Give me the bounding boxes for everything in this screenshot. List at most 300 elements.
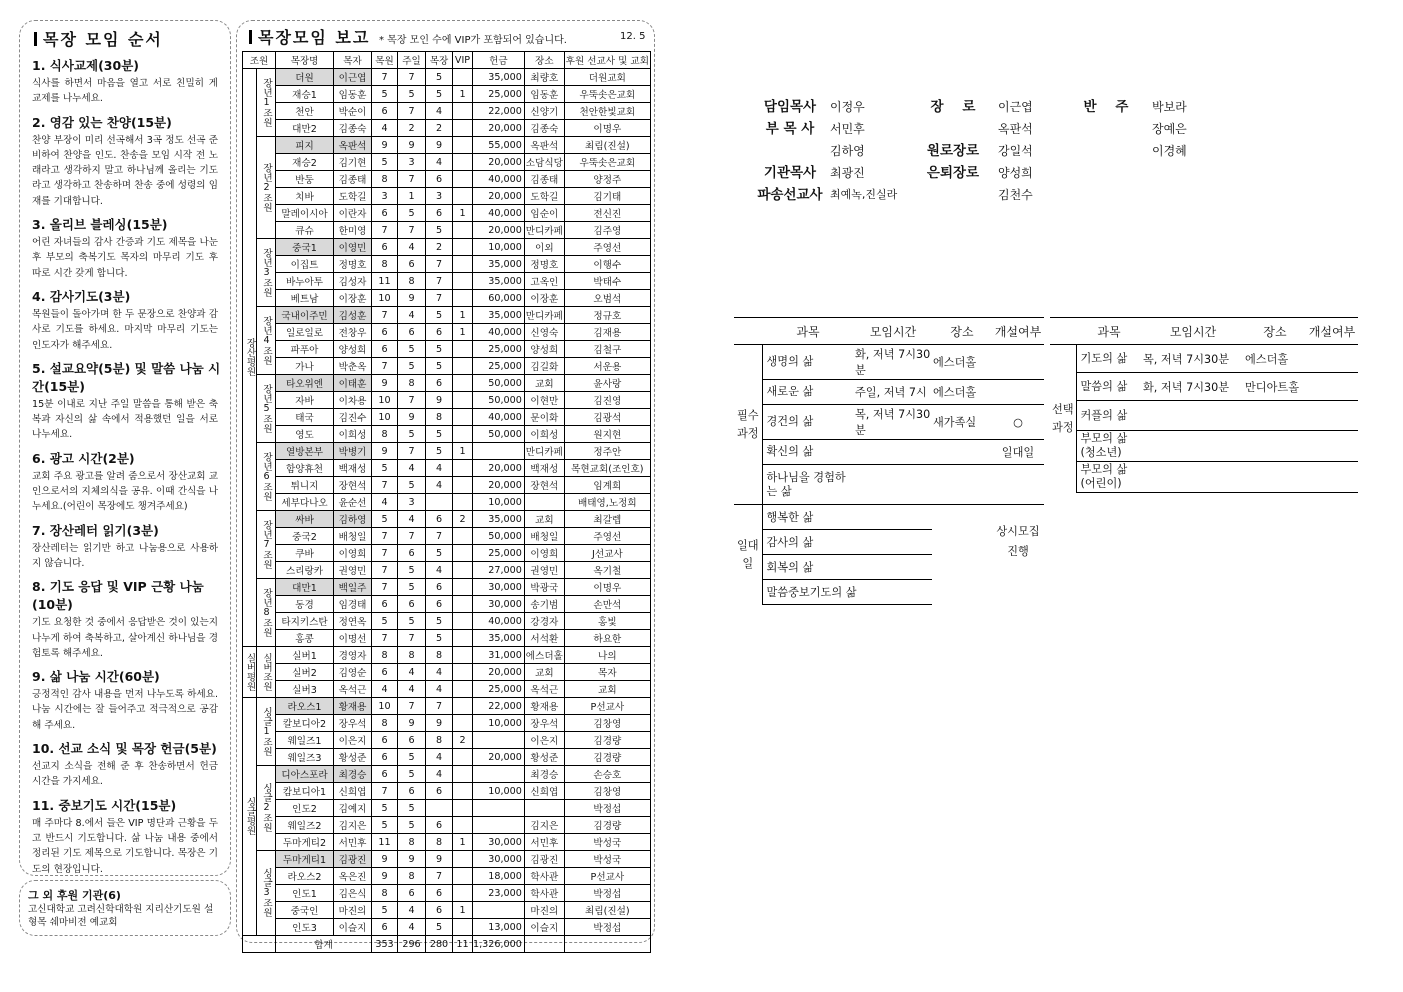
leader-role: 담임목사 (763, 99, 817, 115)
leader-role: 파송선교사 (757, 187, 823, 203)
table-cell: 4 (372, 494, 398, 511)
leader-name: 김하영 (334, 511, 372, 528)
total-blank (524, 936, 564, 953)
table-cell (453, 613, 473, 630)
leader-name: 김진수 (334, 409, 372, 426)
table-cell: 서민후 (524, 834, 564, 851)
leader-name: 김지은 (334, 817, 372, 834)
group-label: 장년1조원 (257, 69, 276, 137)
order-item (28, 449, 222, 515)
table-row (243, 902, 651, 919)
table-row (243, 307, 651, 324)
meeting-order-title: 목장 모임 순서 (34, 27, 222, 50)
table-row (243, 596, 651, 613)
leader-name: 배청일 (334, 528, 372, 545)
table-cell: 9 (426, 392, 453, 409)
order-item-text: 찬양 부장이 미리 선곡해서 3곡 정도 선곡 준비하여 찬양을 인도. 찬송을 모임 시작 전 노래라고 생각하지 말고 하나님께 올리는 기도라고 생각하고 찬송하며 찬송 중에 성령의 임재를 기대합니다. (32, 134, 218, 207)
table-row (243, 341, 651, 358)
leader-role (1060, 118, 1152, 140)
order-item-text: 15분 이내로 지난 주일 말씀을 통해 받은 축복과 자신의 삶 속에서 적용했던 일을 서로 나누세요. (32, 398, 218, 441)
table-row (243, 817, 651, 834)
table-cell: 3 (398, 494, 426, 511)
course-open (1306, 431, 1358, 462)
leader-name: 이슬지 (334, 919, 372, 936)
total-row (243, 936, 651, 953)
leader-role (1060, 140, 1152, 162)
course-row (734, 505, 1044, 530)
table-cell: 10,000 (473, 239, 525, 256)
table-cell: 김종숙 (524, 120, 564, 137)
group-name: 열방본부 (276, 443, 334, 460)
table-cell: 교회 (524, 511, 564, 528)
table-cell (426, 800, 453, 817)
leader-name: 이근엽 (998, 100, 1033, 114)
table-row (243, 477, 651, 494)
table-cell: 6 (372, 103, 398, 120)
table-cell: 30,000 (473, 579, 525, 596)
table-cell: 22,000 (473, 698, 525, 715)
report-table (242, 51, 651, 953)
table-cell: 8 (426, 409, 453, 426)
group-name: 재승2 (276, 154, 334, 171)
report-note: * 목장 모인 수에 VIP가 포함되어 있습니다. (379, 35, 567, 46)
table-cell: 김창영 (564, 783, 650, 800)
report-date: 12. 5 (620, 31, 646, 42)
total-value: 353 (372, 936, 398, 953)
leader-role: 장 로 (930, 99, 976, 115)
table-cell: 1 (453, 307, 473, 324)
group-name: 라오스1 (276, 698, 334, 715)
table-row (243, 154, 651, 171)
leader-name: 임동훈 (334, 86, 372, 103)
table-row (243, 443, 651, 460)
order-item-text: 기도 요청한 것 중에서 응답받은 것이 있는지 나누게 하여 축복하고, 살아계신 하나님을 경험토록 해주세요. (32, 617, 218, 659)
table-cell: 옥기철 (564, 562, 650, 579)
table-cell: 9 (426, 137, 453, 154)
group-name: 일로일로 (276, 324, 334, 341)
table-cell: 50,000 (473, 528, 525, 545)
order-item-heading: 6. 광고 시간(2분) (32, 450, 135, 466)
group-label: 장년2조원 (257, 137, 276, 239)
table-cell (453, 698, 473, 715)
leader-row (908, 162, 1048, 184)
table-cell: 6 (426, 902, 453, 919)
table-cell: 6 (426, 596, 453, 613)
table-cell: 5 (398, 749, 426, 766)
table-cell: 50,000 (473, 375, 525, 392)
table-cell: 김경량 (564, 732, 650, 749)
col-header: VIP (453, 52, 473, 69)
table-cell: 1 (453, 902, 473, 919)
total-blank (243, 936, 276, 953)
group-name: 실버3 (276, 681, 334, 698)
leader-name: 임경태 (334, 596, 372, 613)
table-row (243, 375, 651, 392)
col-header: 목자 (334, 52, 372, 69)
table-cell: 5 (372, 154, 398, 171)
table-cell: 목자 (564, 664, 650, 681)
group-name: 대만2 (276, 120, 334, 137)
meeting-order-list (28, 56, 222, 877)
course-header: 모임시간 (854, 318, 932, 345)
table-cell (453, 596, 473, 613)
table-cell: 55,000 (473, 137, 525, 154)
table-cell (453, 120, 473, 137)
leader-name: 경영자 (334, 647, 372, 664)
table-cell: 주영선 (564, 528, 650, 545)
table-cell: 최림(진설) (564, 902, 650, 919)
table-cell: 1 (453, 834, 473, 851)
table-cell: 5 (426, 443, 453, 460)
table-cell: 7 (426, 698, 453, 715)
leader-row (750, 184, 910, 206)
total-blank (564, 936, 650, 953)
leader-name: 옥은진 (334, 868, 372, 885)
table-cell: 8 (372, 715, 398, 732)
leader-name: 이란자 (334, 205, 372, 222)
table-row (243, 766, 651, 783)
table-row (243, 239, 651, 256)
table-cell: 2 (426, 239, 453, 256)
group-name: 중국인 (276, 902, 334, 919)
table-cell: 7 (398, 630, 426, 647)
table-cell: 8 (398, 834, 426, 851)
table-cell: 4 (398, 919, 426, 936)
group-label: 실버조원 (257, 647, 276, 698)
table-cell: 4 (426, 154, 453, 171)
table-cell (453, 817, 473, 834)
table-cell: 4 (398, 681, 426, 698)
leader-name: 이경혜 (1152, 144, 1187, 158)
group-name: 피지 (276, 137, 334, 154)
course-name: 부모의 삶 (청소년) (1076, 431, 1142, 462)
leader-name: 이장훈 (334, 290, 372, 307)
table-cell: 이행수 (564, 256, 650, 273)
table-row (243, 171, 651, 188)
table-cell: 임계희 (564, 477, 650, 494)
leader-role: 부 목 사 (765, 121, 815, 137)
table-cell: 50,000 (473, 392, 525, 409)
course-category: 필수과정 (734, 345, 762, 505)
col-header: 목원 (372, 52, 398, 69)
table-cell: 배태영,노정희 (564, 494, 650, 511)
order-item-text: 선교지 소식을 전해 준 후 찬송하면서 헌금 시간을 가지세요. (32, 761, 218, 788)
table-cell: 4 (426, 766, 453, 783)
course-place: 에스더홀 (1244, 345, 1306, 373)
meeting-order-panel (19, 20, 231, 876)
order-item-text: 어린 자녀들의 감사 간증과 기도 제목을 나눈 후 부모의 축복기도 목자의 마무리 기도 후 따로 시간 갖게 합니다. (32, 237, 218, 279)
course-header: 과목 (1076, 318, 1142, 345)
table-cell: 23,000 (473, 885, 525, 902)
table-cell: 최량호 (524, 69, 564, 86)
table-row (243, 715, 651, 732)
table-cell (453, 528, 473, 545)
table-cell: 배청일 (524, 528, 564, 545)
table-cell: 이명우 (564, 579, 650, 596)
table-cell: 5 (398, 341, 426, 358)
table-cell: 35,000 (473, 256, 525, 273)
table-cell: 6 (398, 732, 426, 749)
table-cell (453, 681, 473, 698)
table-cell (453, 239, 473, 256)
table-cell: 4 (426, 664, 453, 681)
table-cell: 박성국 (564, 834, 650, 851)
table-cell: 25,000 (473, 545, 525, 562)
course-name: 기도의 삶 (1076, 345, 1142, 373)
table-cell: 4 (398, 239, 426, 256)
course-place (932, 465, 992, 505)
leader-row (750, 162, 910, 184)
table-cell: 8 (398, 273, 426, 290)
table-cell: 20,000 (473, 188, 525, 205)
table-cell: 50,000 (473, 426, 525, 443)
course-open (992, 465, 1044, 505)
leader-row (750, 118, 910, 140)
table-row (243, 545, 651, 562)
table-cell: 6 (426, 375, 453, 392)
table-cell: 이은지 (524, 732, 564, 749)
table-cell: 목현교회(조인호) (564, 460, 650, 477)
table-cell (453, 358, 473, 375)
table-row (243, 409, 651, 426)
course-time (854, 440, 932, 465)
group-name: 파푸아 (276, 341, 334, 358)
table-cell: 10,000 (473, 494, 525, 511)
table-cell: 7 (372, 579, 398, 596)
leader-role (908, 118, 998, 140)
table-cell: P선교사 (564, 868, 650, 885)
leaders-column-1 (750, 96, 910, 206)
table-cell: 이장훈 (524, 290, 564, 307)
table-cell: 6 (372, 919, 398, 936)
table-cell (453, 69, 473, 86)
group-name: 타오위엔 (276, 375, 334, 392)
table-cell: 40,000 (473, 171, 525, 188)
table-cell: 5 (372, 511, 398, 528)
leader-name: 김예지 (334, 800, 372, 817)
table-cell (453, 766, 473, 783)
table-cell (453, 885, 473, 902)
leader-name: 신희엽 (334, 783, 372, 800)
table-row (243, 120, 651, 137)
table-row (243, 511, 651, 528)
table-cell: 김주영 (564, 222, 650, 239)
table-row (243, 698, 651, 715)
course-header: 개설여부 (1306, 318, 1358, 345)
table-cell: 20,000 (473, 477, 525, 494)
table-cell: 5 (426, 630, 453, 647)
order-item-heading: 3. 올리브 블레싱(15분) (32, 217, 168, 233)
table-cell: 2 (398, 120, 426, 137)
table-cell: 4 (398, 307, 426, 324)
group-name: 국내이주민 (276, 307, 334, 324)
order-item-heading: 2. 영감 있는 찬양(15분) (32, 114, 172, 130)
table-row (243, 851, 651, 868)
order-item (28, 521, 222, 572)
table-cell: 6 (372, 341, 398, 358)
order-item-text: 장산레터는 읽기만 하고 나눔용으로 사용하지 않습니다. (32, 542, 218, 569)
table-cell: 5 (398, 86, 426, 103)
table-cell: 김길화 (524, 358, 564, 375)
table-row (243, 613, 651, 630)
group-label: 장년5조원 (257, 375, 276, 443)
leader-name: 박보라 (1152, 100, 1187, 114)
group-name: 치바 (276, 188, 334, 205)
group-label: 싱글2조원 (257, 766, 276, 851)
leader-row (1060, 140, 1200, 162)
table-cell: 8 (398, 647, 426, 664)
table-cell: 6 (372, 239, 398, 256)
table-cell: 6 (426, 511, 453, 528)
table-cell: 7 (426, 256, 453, 273)
leader-name: 양성희 (334, 341, 372, 358)
table-cell: 이희성 (524, 426, 564, 443)
table-cell: 백재성 (524, 460, 564, 477)
group-name: 더원 (276, 69, 334, 86)
table-cell: 6 (398, 783, 426, 800)
table-row (243, 205, 651, 222)
course-time (854, 465, 932, 505)
table-cell: 1 (453, 443, 473, 460)
group-name: 웨일즈1 (276, 732, 334, 749)
group-name: 인도1 (276, 885, 334, 902)
table-row (243, 579, 651, 596)
table-cell: 35,000 (473, 630, 525, 647)
table-cell: 40,000 (473, 613, 525, 630)
table-cell (473, 443, 525, 460)
group-name: 웨일즈3 (276, 749, 334, 766)
table-cell: 김기태 (564, 188, 650, 205)
table-cell: 8 (372, 647, 398, 664)
course-place: 에스더홀 (932, 345, 992, 380)
table-cell (473, 800, 525, 817)
table-cell (453, 460, 473, 477)
table-row (243, 528, 651, 545)
table-cell: 3 (426, 188, 453, 205)
leader-name: 김종태 (334, 171, 372, 188)
table-cell: 7 (398, 103, 426, 120)
table-row (243, 800, 651, 817)
table-cell (453, 341, 473, 358)
table-cell: 10 (372, 392, 398, 409)
table-cell: 옥석근 (524, 681, 564, 698)
total-value: 296 (398, 936, 426, 953)
table-cell: 서운용 (564, 358, 650, 375)
table-cell (453, 256, 473, 273)
table-cell (453, 647, 473, 664)
table-cell: 7 (398, 698, 426, 715)
leader-name: 김성훈 (334, 307, 372, 324)
table-cell: 6 (398, 545, 426, 562)
table-cell: 서석환 (524, 630, 564, 647)
table-cell (453, 749, 473, 766)
table-cell: 최경승 (524, 766, 564, 783)
course-place (1244, 401, 1306, 431)
table-cell (453, 103, 473, 120)
table-cell: 김철구 (564, 341, 650, 358)
table-cell: 5 (398, 358, 426, 375)
table-cell (473, 817, 525, 834)
order-item-text: 목원들이 돌아가며 한 두 문장으로 찬양과 감사로 기도를 하세요. 마지막 마무리 기도는 인도자가 해주세요. (32, 308, 218, 351)
table-cell: 임동훈 (524, 86, 564, 103)
table-cell: 7 (372, 477, 398, 494)
order-item-heading: 5. 설교요약(5분) 및 말씀 나눔 시간(15분) (32, 360, 221, 394)
table-cell: 6 (372, 596, 398, 613)
table-row (243, 358, 651, 375)
table-cell (473, 766, 525, 783)
course-row (1050, 373, 1358, 401)
leader-role (908, 184, 998, 206)
table-cell: 31,000 (473, 647, 525, 664)
table-cell: 4 (398, 460, 426, 477)
col-header: 목장 (426, 52, 453, 69)
group-name: 실버1 (276, 647, 334, 664)
table-cell: 9 (426, 851, 453, 868)
table-cell: 8 (426, 732, 453, 749)
table-row (243, 919, 651, 936)
table-cell: 7 (398, 69, 426, 86)
table-cell: 35,000 (473, 307, 525, 324)
table-cell (453, 426, 473, 443)
table-cell: 장현석 (524, 477, 564, 494)
leader-row (1060, 118, 1200, 140)
table-cell: 5 (426, 426, 453, 443)
leader-name: 김성자 (334, 273, 372, 290)
course-name: 말씀의 삶 (1076, 373, 1142, 401)
group-name: 싸바 (276, 511, 334, 528)
table-row (243, 324, 651, 341)
table-cell: 만디카페 (524, 443, 564, 460)
table-cell: 에스더홀 (524, 647, 564, 664)
leader-name: 김광진 (334, 851, 372, 868)
table-cell: 20,000 (473, 749, 525, 766)
table-cell: 8 (372, 256, 398, 273)
table-cell: 신양기 (524, 103, 564, 120)
table-cell: 박광국 (524, 579, 564, 596)
course-place (1244, 462, 1306, 493)
table-cell: 고옥인 (524, 273, 564, 290)
group-name: 실버2 (276, 664, 334, 681)
order-item-heading: 4. 감사기도(3분) (32, 288, 131, 304)
leader-role: 기관목사 (763, 165, 817, 181)
table-row (243, 137, 651, 154)
table-cell: 5 (426, 613, 453, 630)
course-open (1306, 345, 1358, 373)
table-cell: 김광석 (564, 409, 650, 426)
table-cell: 5 (426, 307, 453, 324)
leader-name: 김영순 (334, 664, 372, 681)
course-row (1050, 345, 1358, 373)
course-row (734, 440, 1044, 465)
table-cell: 35,000 (473, 511, 525, 528)
table-cell: 손만석 (564, 596, 650, 613)
table-cell: 11 (372, 834, 398, 851)
course-row (734, 345, 1044, 380)
course-blank (932, 580, 992, 605)
table-row (243, 256, 651, 273)
course-name: 생명의 삶 (762, 345, 854, 380)
group-name: 바누아투 (276, 273, 334, 290)
table-cell: 4 (426, 477, 453, 494)
table-cell (453, 222, 473, 239)
table-cell: 정명호 (524, 256, 564, 273)
leader-name: 정연옥 (334, 613, 372, 630)
course-name: 행복한 삶 (762, 505, 932, 530)
table-cell: 22,000 (473, 103, 525, 120)
table-cell: 5 (398, 579, 426, 596)
course-blank (932, 505, 992, 530)
table-row (243, 885, 651, 902)
